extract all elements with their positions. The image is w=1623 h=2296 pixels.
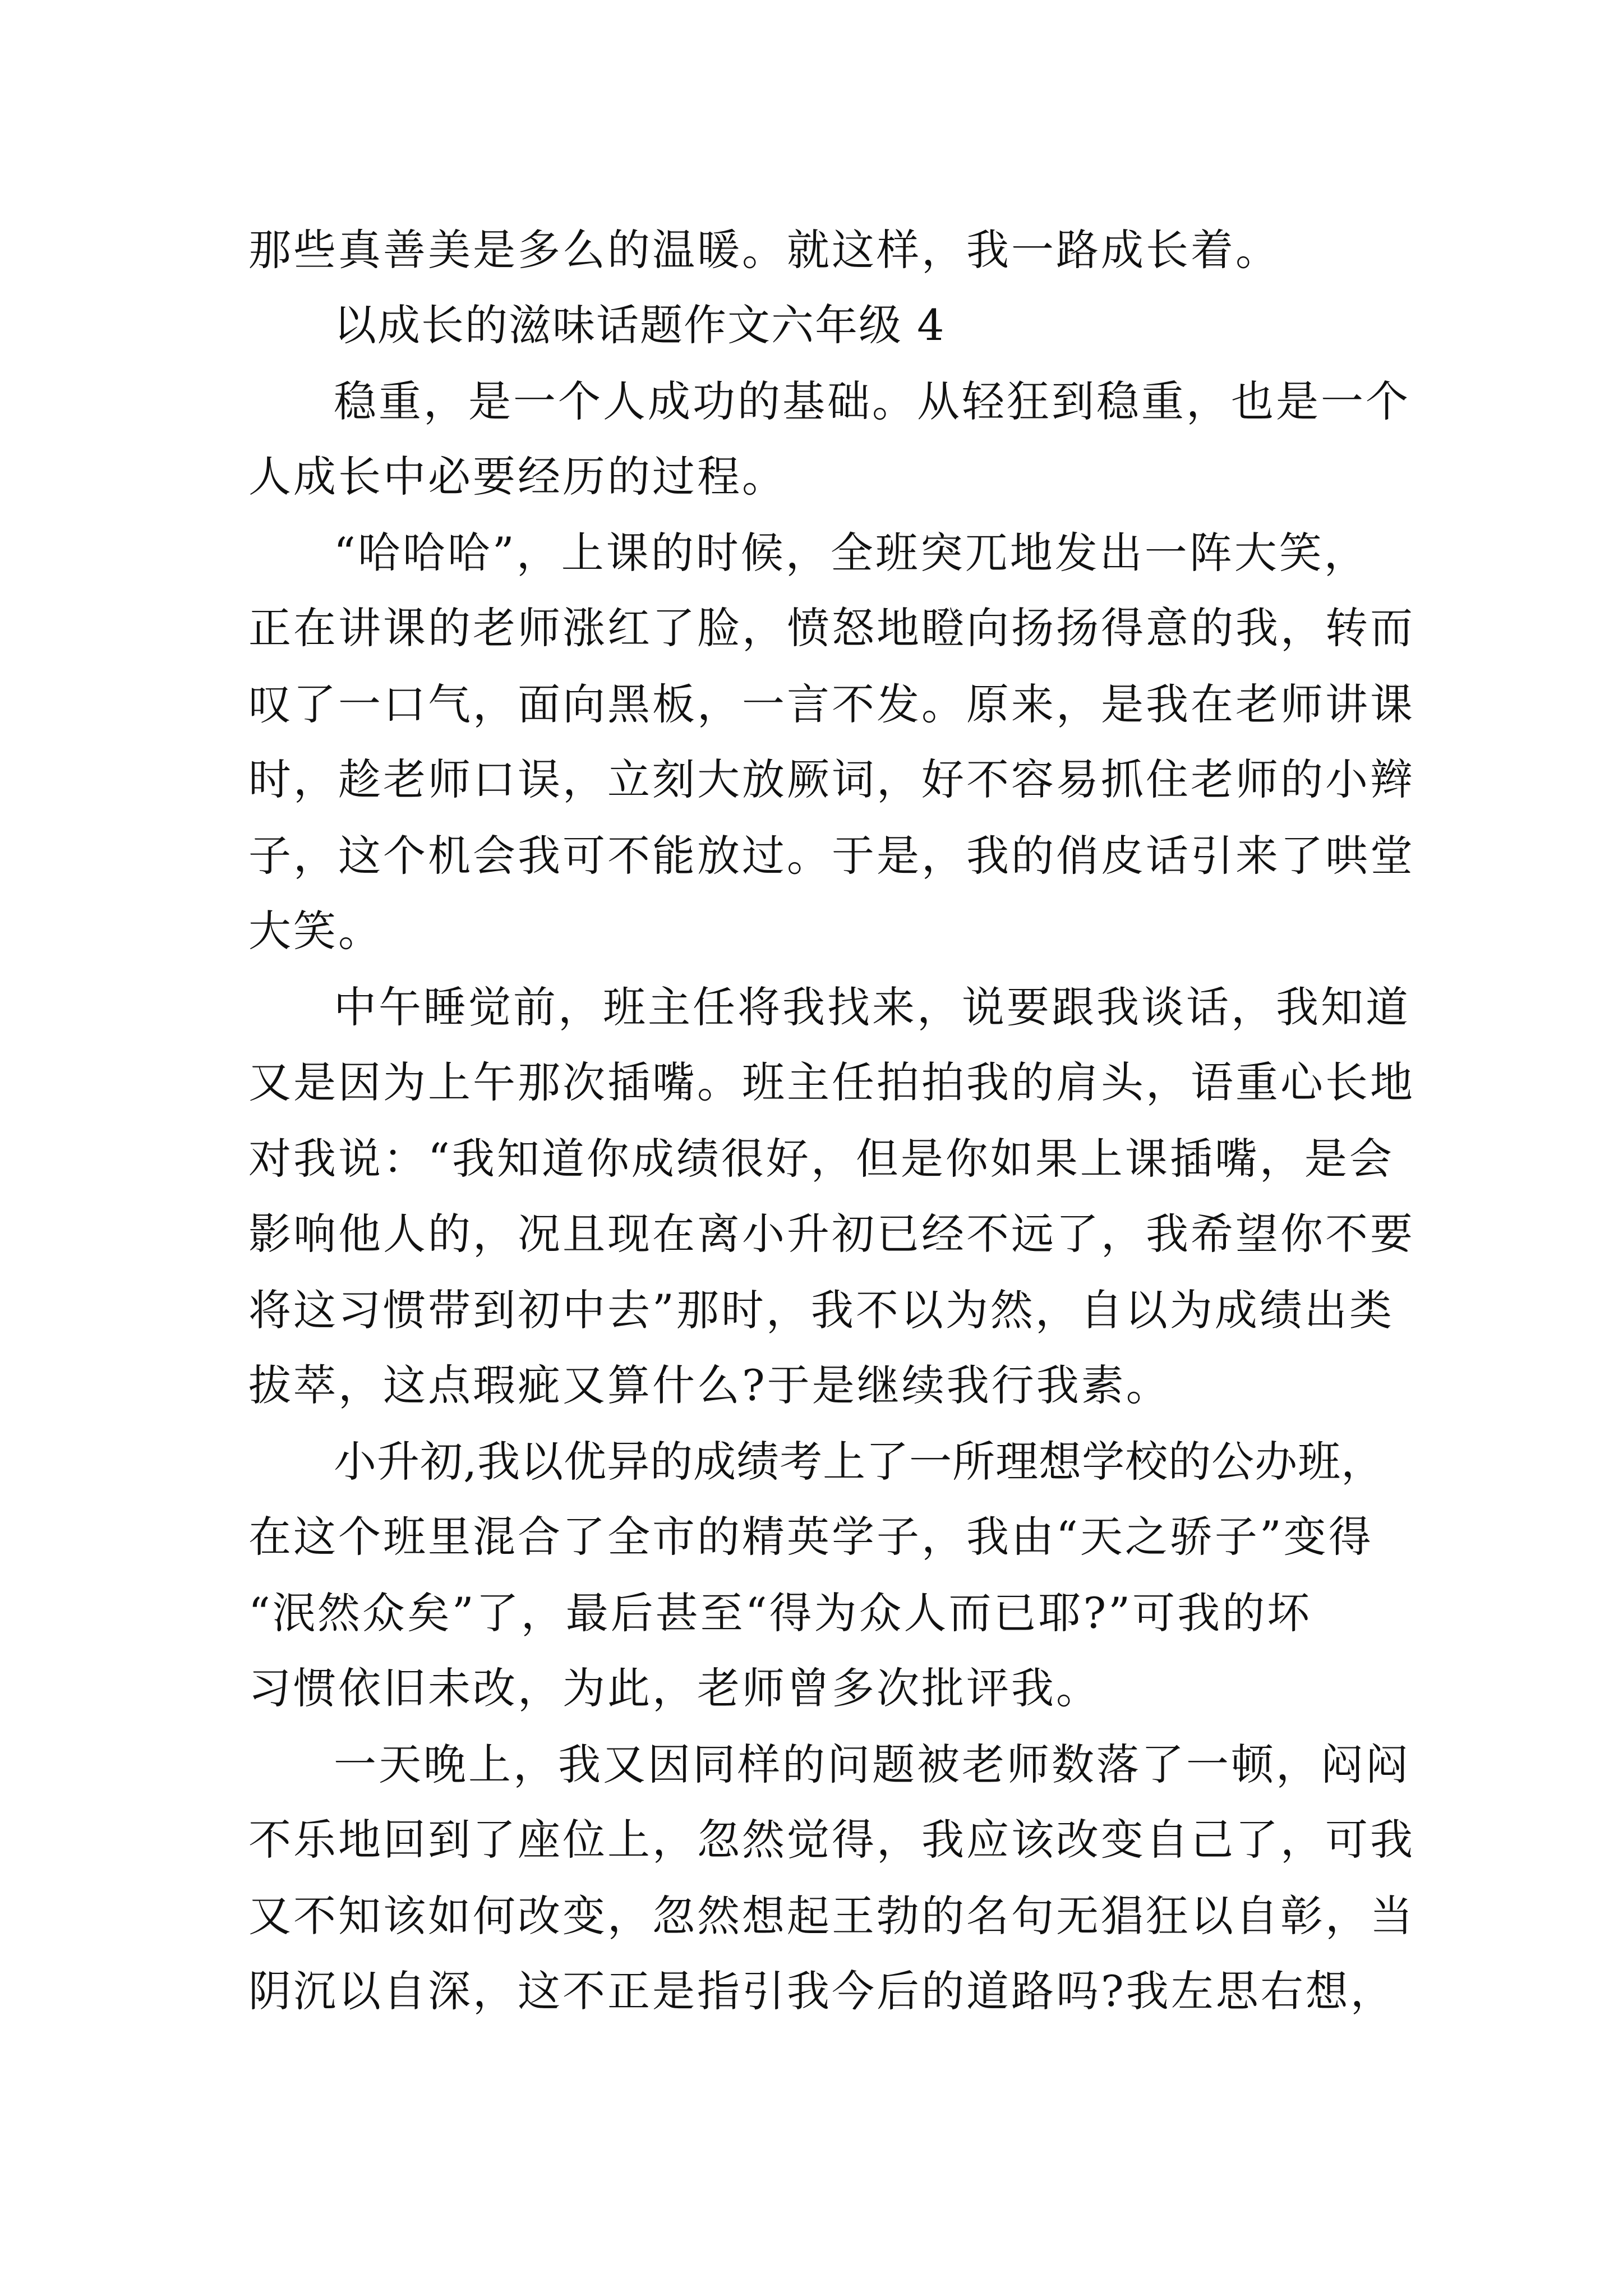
- text-line: “泯然众矣”了，最后甚至“得为众人而已耶?”可我的坏: [248, 1588, 1312, 1638]
- text-line: 时，趁老师口误，立刻大放厥词，好不容易抓住老师的小辫: [248, 754, 1415, 804]
- text-line: 叹了一口气，面向黑板，一言不发。原来，是我在老师讲课: [248, 679, 1415, 729]
- text-line: 在这个班里混合了全市的精英学子，我由“天之骄子”变得: [248, 1512, 1373, 1562]
- text-line: 小升初,我以优异的成绩考上了一所理想学校的公办班，: [334, 1437, 1385, 1487]
- text-line: 稳重，是一个人成功的基础。从轻狂到稳重，也是一个: [334, 376, 1410, 426]
- text-line: 中午睡觉前，班主任将我找来，说要跟我谈话，我知道: [334, 982, 1410, 1032]
- text-line: 大笑。: [248, 906, 383, 956]
- text-line: 对我说：“我知道你成绩很好，但是你如果上课插嘴，是会: [248, 1134, 1394, 1184]
- text-line: 影响他人的，况且现在离小升初已经不远了，我希望你不要: [248, 1209, 1415, 1259]
- text-line: 一天晚上，我又因同样的问题被老师数落了一顿，闷闷: [334, 1740, 1410, 1789]
- text-line: 人成长中必要经历的过程。: [248, 452, 787, 501]
- section-heading: 以成长的滋味话题作文六年级 4: [334, 300, 946, 350]
- text-line: 又是因为上午那次插嘴。班主任拍拍我的肩头，语重心长地: [248, 1057, 1415, 1107]
- text-line: “哈哈哈”，上课的时候，全班突兀地发出一阵大笑，: [334, 528, 1369, 578]
- text-line: 那些真善美是多么的温暖。就这样，我一路成长着。: [248, 225, 1280, 275]
- text-line: 将这习惯带到初中去”那时，我不以为然，自以为成绩出类: [248, 1285, 1394, 1335]
- text-line: 又不知该如何改变，忽然想起王勃的名句无猖狂以自彰，当: [248, 1891, 1415, 1941]
- text-line: 不乐地回到了座位上，忽然觉得，我应该改变自己了，可我: [248, 1815, 1415, 1865]
- text-line: 拔萃，这点瑕疵又算什么?于是继续我行我素。: [248, 1360, 1171, 1410]
- text-line: 子，这个机会我可不能放过。于是，我的俏皮话引来了哄堂: [248, 831, 1415, 881]
- text-line: 习惯依旧未改，为此，老师曾多次批评我。: [248, 1663, 1101, 1713]
- text-line: 正在讲课的老师涨红了脸，愤怒地瞪向扬扬得意的我，转而: [248, 603, 1415, 653]
- text-line: 阴沉以自深，这不正是指引我今后的道路吗?我左思右想，: [248, 1966, 1395, 2016]
